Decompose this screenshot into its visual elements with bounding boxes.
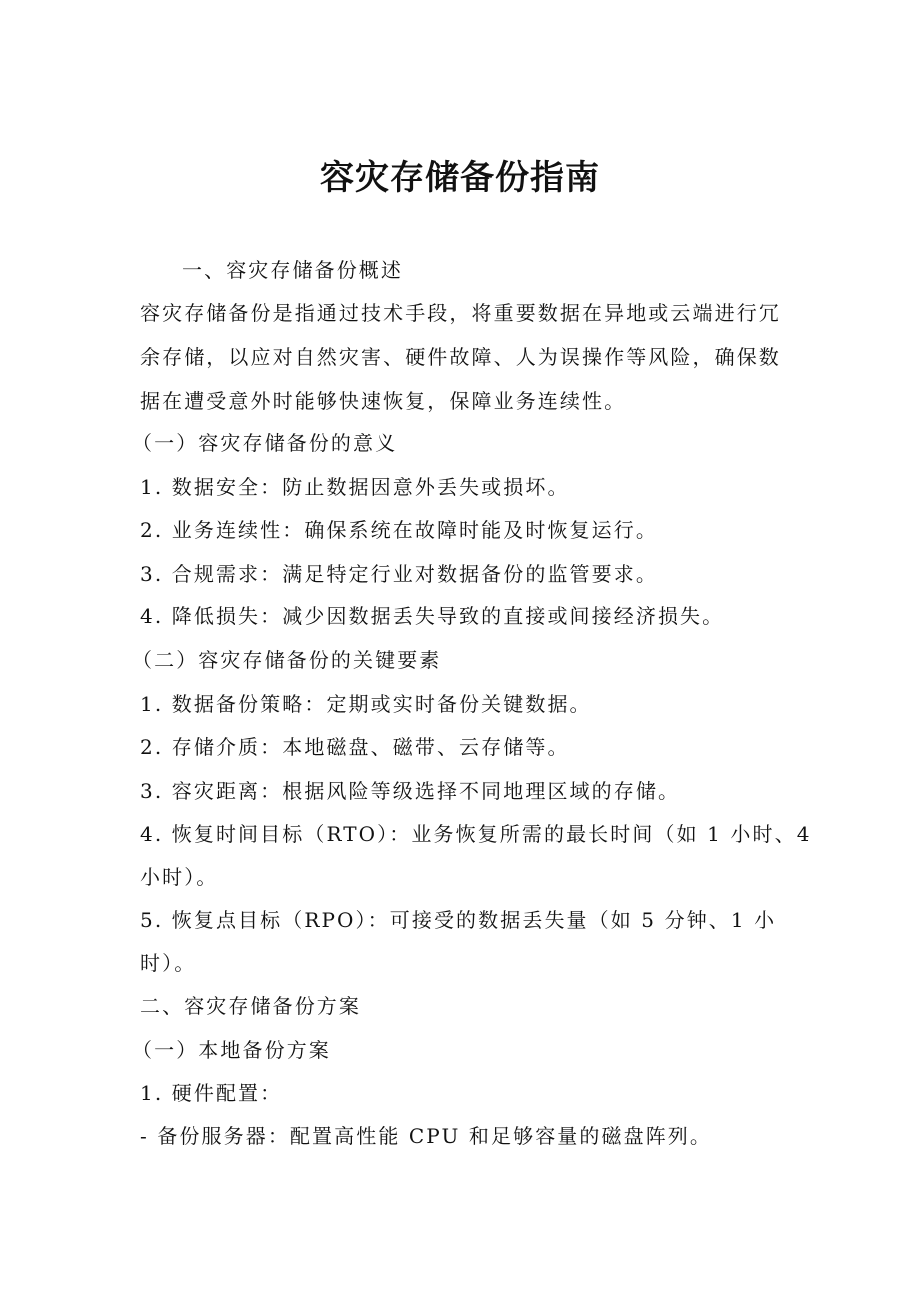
list-item: 1. 数据备份策略：定期或实时备份关键数据。 — [140, 692, 592, 716]
list-item: 1. 数据安全：防止数据因意外丢失或损坏。 — [140, 475, 570, 499]
list-item: 5. 恢复点目标（RPO）：可接受的数据丢失量（如 5 分钟、1 小 — [140, 908, 777, 932]
paragraph-line: 余存储，以应对自然灾害、硬件故障、人为误操作等风险，确保数 — [140, 345, 781, 369]
document-title: 容灾存储备份指南 — [320, 158, 600, 198]
subsection-heading: （一）本地备份方案 — [132, 1038, 331, 1062]
subsection-heading: （二）容灾存储备份的关键要素 — [132, 648, 442, 672]
list-item: 3. 容灾距离：根据风险等级选择不同地理区域的存储。 — [140, 779, 681, 803]
list-item: 2. 存储介质：本地磁盘、磁带、云存储等。 — [140, 735, 570, 759]
section-heading: 一、容灾存储备份概述 — [182, 258, 403, 282]
list-item: - 备份服务器：配置高性能 CPU 和足够容量的磁盘阵列。 — [140, 1124, 712, 1148]
paragraph-line: 容灾存储备份是指通过技术手段，将重要数据在异地或云端进行冗 — [140, 301, 781, 325]
section-heading: 二、容灾存储备份方案 — [140, 994, 361, 1018]
list-item: 4. 降低损失：减少因数据丢失导致的直接或间接经济损失。 — [140, 604, 725, 628]
paragraph-line: 据在遭受意外时能够快速恢复，保障业务连续性。 — [140, 389, 627, 413]
list-item: 时）。 — [140, 951, 197, 975]
list-item: 2. 业务连续性：确保系统在故障时能及时恢复运行。 — [140, 518, 658, 542]
list-item: 小时）。 — [140, 865, 219, 889]
list-item: 4. 恢复时间目标（RTO）：业务恢复所需的最长时间（如 1 小时、4 — [140, 822, 812, 846]
list-item: 3. 合规需求：满足特定行业对数据备份的监管要求。 — [140, 562, 658, 586]
list-item: 1. 硬件配置： — [140, 1081, 283, 1105]
subsection-heading: （一）容灾存储备份的意义 — [132, 431, 398, 455]
